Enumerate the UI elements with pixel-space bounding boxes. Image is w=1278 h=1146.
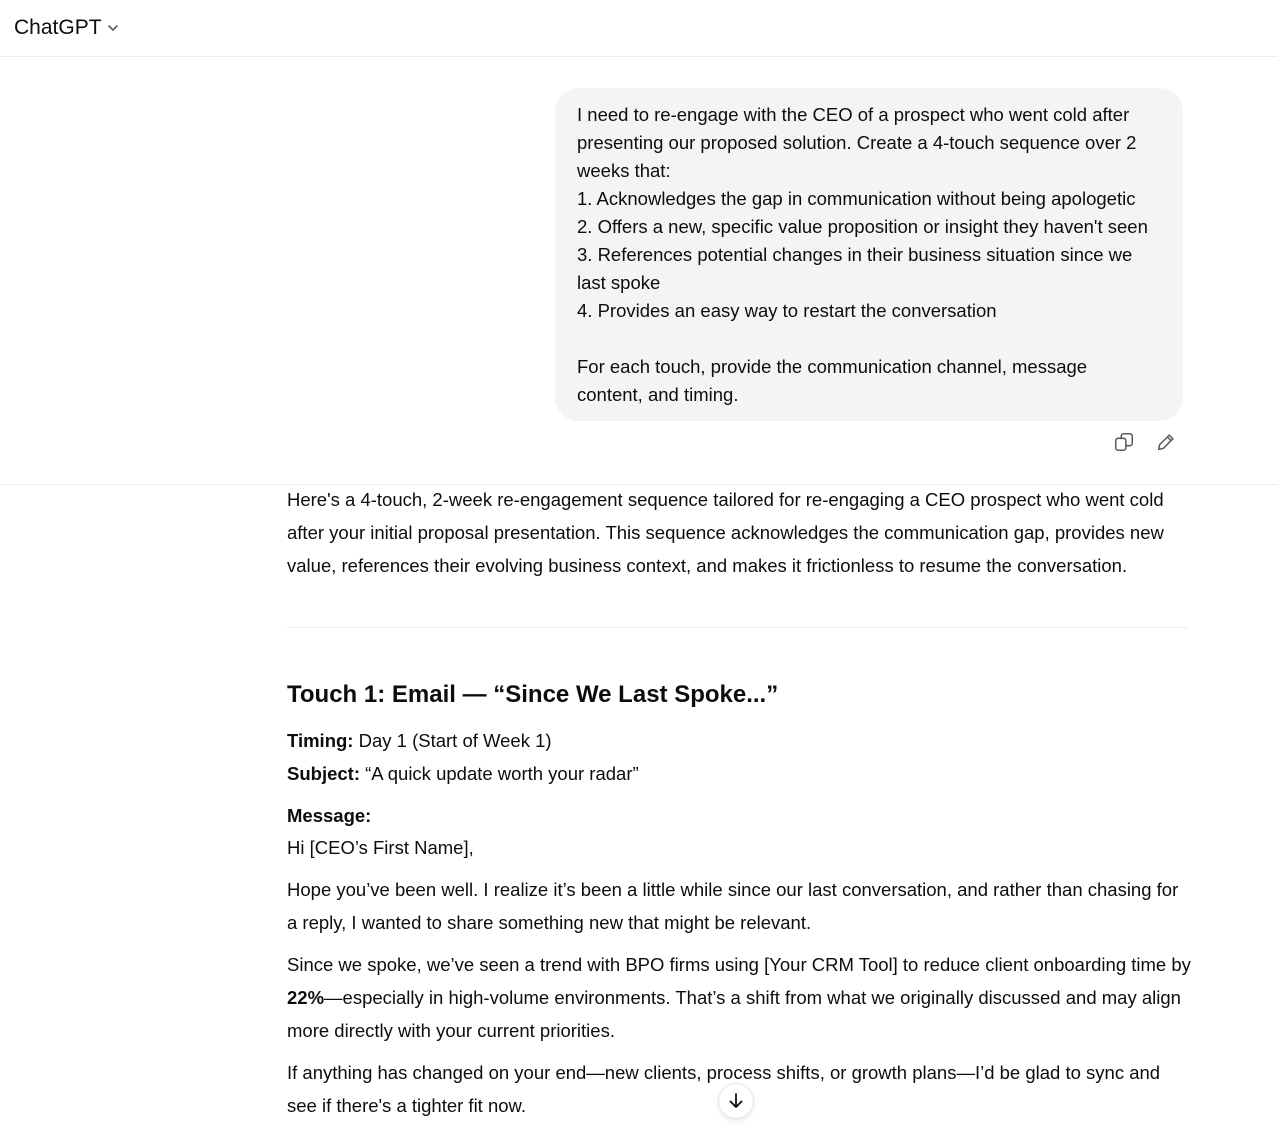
assistant-intro: Here's a 4-touch, 2-week re-engagement sequence tailored for re-engaging a CEO prospect who went cold after your initial proposal presentation. This sequence acknowledges the communication gap, provides new value, references their evolving business context, and makes it frictionless to resume the conversation. xyxy=(287,489,1164,576)
subject-line xyxy=(287,757,1192,790)
pencil-icon xyxy=(1155,431,1177,453)
user-message-line: 3. References potential changes in their business situation since we xyxy=(577,244,1133,265)
user-message-line: content, and timing. xyxy=(577,384,739,405)
timing-label: Timing: xyxy=(287,730,354,751)
horizontal-rule xyxy=(287,627,1187,628)
user-message-line: 1. Acknowledges the gap in communication without being apologetic xyxy=(577,188,1136,209)
model-selector[interactable] xyxy=(8,12,126,44)
user-message-line: For each touch, provide the communication channel, message xyxy=(577,356,1088,377)
user-message-blank-line xyxy=(577,325,1161,353)
timing-line xyxy=(287,724,1192,757)
chevron-down-icon xyxy=(106,21,120,35)
copy-icon xyxy=(1113,431,1135,453)
touch-1-heading: Touch 1: Email — “Since We Last Spoke...” xyxy=(287,681,779,708)
para2-text: —especially in high-volume environments. That’s a shift from what we originally discussed and may align more directly with your current priorities. xyxy=(287,987,1181,1041)
edit-message-button[interactable] xyxy=(1152,428,1180,456)
para2-stat: 22% xyxy=(287,987,325,1008)
greeting: Hi [CEO’s First Name], xyxy=(287,837,474,858)
timing-value: Day 1 (Start of Week 1) xyxy=(353,730,552,751)
user-message-line: 2. Offers a new, specific value proposition or insight they haven't seen xyxy=(577,216,1148,237)
arrow-down-icon xyxy=(726,1091,746,1111)
para2-text: Since we spoke, we’ve seen a trend with BPO firms using [Your CRM Tool] to reduce client onboarding time by xyxy=(287,954,1191,975)
greeting-line xyxy=(287,831,1192,864)
subject-label: Subject: xyxy=(287,763,360,784)
message-label: Message: xyxy=(287,805,372,826)
user-message-line: weeks that: xyxy=(577,160,671,181)
message-paragraph-2 xyxy=(287,948,1192,1047)
message-label-line xyxy=(287,799,1192,832)
copy-button[interactable] xyxy=(1110,428,1138,456)
user-message-line: presenting our proposed solution. Create a 4-touch sequence over 2 xyxy=(577,132,1137,153)
message-paragraph-1: Hope you’ve been well. I realize it’s been a little while since our last conversation, and rather than chasing for a reply, I wanted to share something new that might be relevant. xyxy=(287,879,1179,933)
subject-value: “A quick update worth your radar” xyxy=(359,763,639,784)
message-paragraph-3: If anything has changed on your end—new clients, process shifts, or growth plans—I’d be glad to sync and see if there's a tighter fit now. xyxy=(287,1062,1161,1116)
user-message-line: 4. Provides an easy way to restart the conversation xyxy=(577,300,997,321)
user-message-line: I need to re-engage with the CEO of a prospect who went cold after xyxy=(577,104,1130,125)
user-message-bubble xyxy=(555,88,1183,421)
model-name: ChatGPT xyxy=(14,16,102,39)
user-message-actions xyxy=(1110,428,1180,456)
scroll-to-bottom-button[interactable] xyxy=(718,1083,754,1119)
top-bar xyxy=(0,0,1278,57)
user-message-line: last spoke xyxy=(577,272,661,293)
